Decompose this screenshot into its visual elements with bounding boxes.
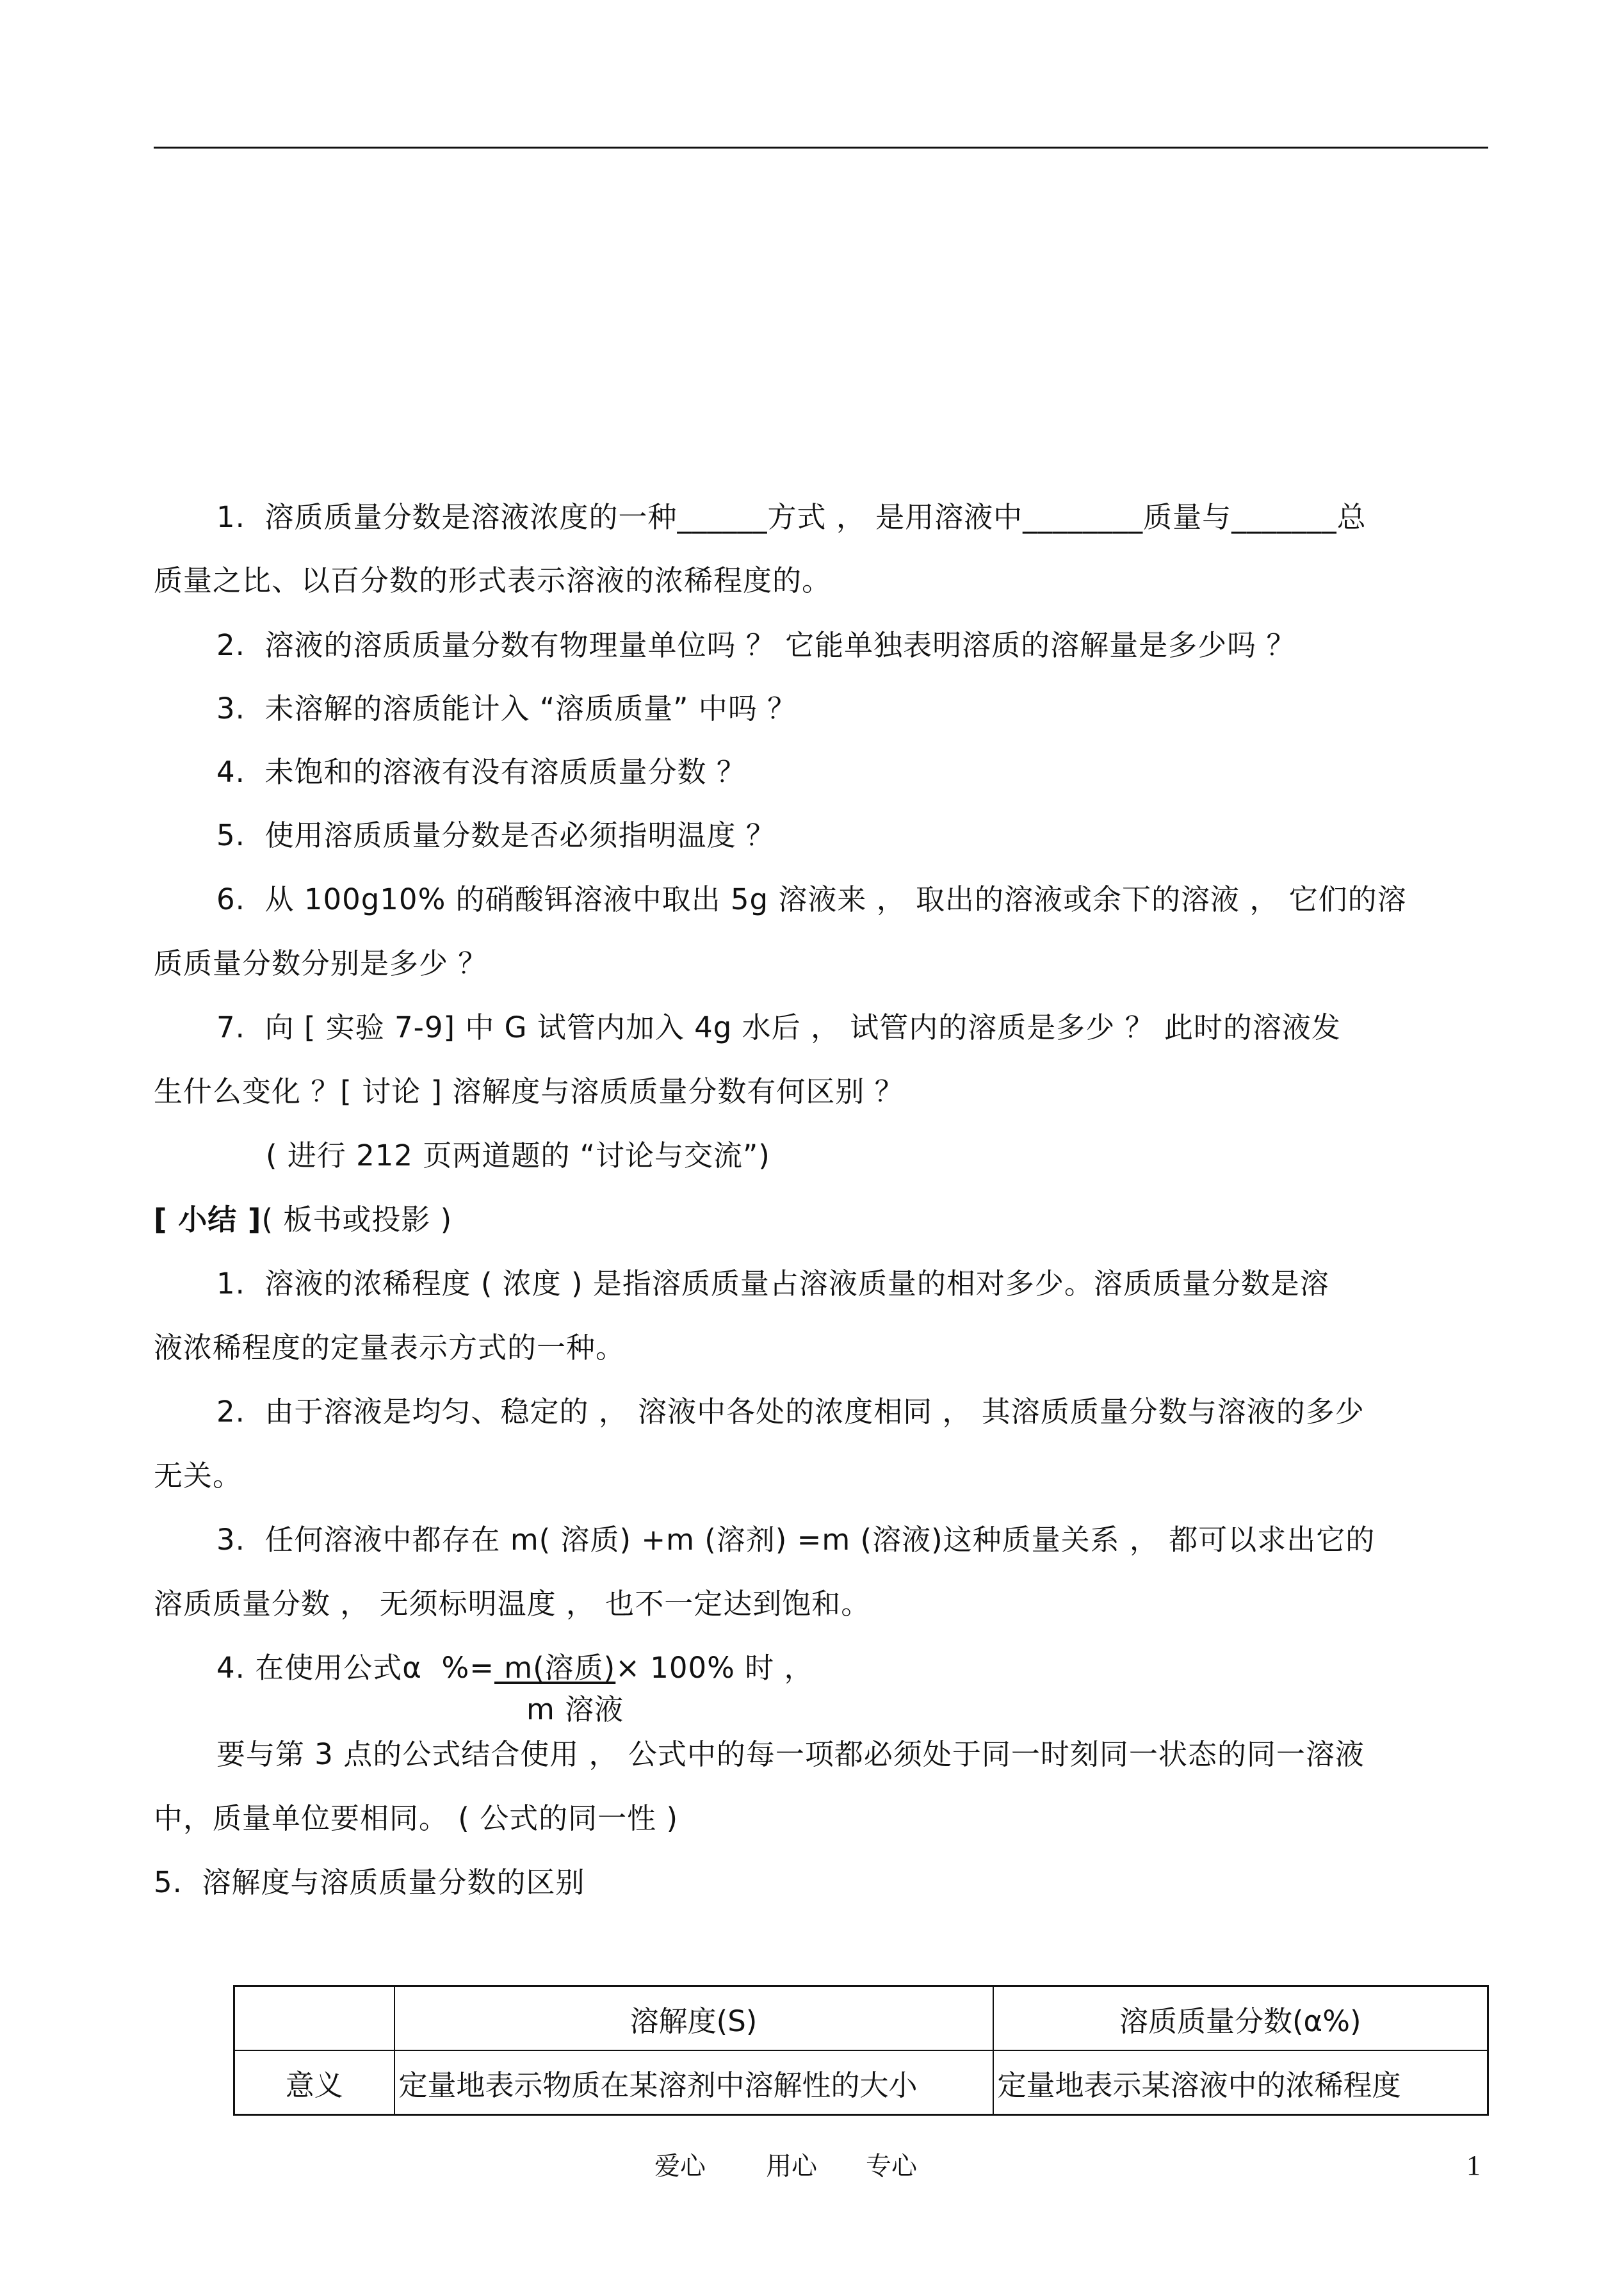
summary-line: 3. 任何溶液中都存在 m( 溶质) +m (溶剂) =m (溶液)这种质量关系 ， 都可以求出它的 bbox=[216, 1523, 1376, 1557]
question-line: 1. 溶质质量分数是溶液浓度的一种______方式 ， 是用溶液中________质量与_______总 bbox=[216, 500, 1367, 534]
summary-line: 1. 溶液的浓稀程度 ( 浓度 ) 是指溶质质量占溶液质量的相对多少。溶质质量分数是溶 bbox=[216, 1267, 1329, 1301]
summary-heading: [ 小结 ] bbox=[154, 1203, 262, 1237]
formula-numerator: m(溶质) bbox=[494, 1651, 616, 1685]
formula-suffix: × 100% 时 ， bbox=[615, 1651, 814, 1685]
summary-line: 液浓稀程度的定量表示方式的一种。 bbox=[154, 1331, 626, 1365]
table-header-cell: 溶质质量分数(α%) bbox=[993, 1986, 1488, 2051]
question-line: ( 进行 212 页两道题的 “讨论与交流”) bbox=[266, 1139, 770, 1172]
question-line: 7. 向 [ 实验 7-9] 中 G 试管内加入 4g 水后 ， 试管内的溶质是多少 ？ 此时的溶液发 bbox=[216, 1010, 1341, 1044]
question-line: 2. 溶液的溶质质量分数有物理量单位吗 ？ 它能单独表明溶质的溶解量是多少吗 ？ bbox=[216, 628, 1296, 662]
formula-denominator: m 溶液 bbox=[526, 1692, 624, 1726]
question-line: 3. 未溶解的溶质能计入 “溶质质量” 中吗 ？ bbox=[216, 692, 797, 726]
formula-note-line: 中，质量单位要相同。 ( 公式的同一性 ) bbox=[154, 1801, 679, 1835]
footer-item: 专心 bbox=[866, 2152, 917, 2181]
summary-note: ( 板书或投影 ) bbox=[261, 1203, 453, 1237]
question-line: 5. 使用溶质质量分数是否必须指明温度 ？ bbox=[216, 818, 775, 852]
section-heading: 5. 溶解度与溶质质量分数的区别 bbox=[154, 1865, 585, 1899]
table-row bbox=[234, 2050, 1488, 2115]
question-line: 质量之比、以百分数的形式表示溶液的浓稀程度的。 bbox=[154, 564, 832, 597]
header-rule bbox=[154, 147, 1488, 149]
formula-line bbox=[216, 1649, 814, 1687]
comparison-table bbox=[233, 1985, 1489, 2116]
footer-item: 爱心 bbox=[654, 2152, 706, 2181]
summary-line: 无关。 bbox=[154, 1459, 243, 1493]
table-header-row bbox=[234, 1986, 1488, 2051]
table-cell: 定量地表示某溶液中的浓稀程度 bbox=[993, 2050, 1488, 2115]
question-line: 生什么变化 ？[ 讨论 ] 溶解度与溶质质量分数有何区别 ？ bbox=[154, 1075, 904, 1108]
table-cell: 意义 bbox=[234, 2050, 394, 2115]
table-header-cell: 溶解度(S) bbox=[394, 1986, 993, 2051]
summary-line: 溶质质量分数 ， 无须标明温度 ， 也不一定达到饱和。 bbox=[154, 1587, 871, 1621]
table-cell: 定量地表示物质在某溶剂中溶解性的大小 bbox=[394, 2050, 993, 2115]
question-line: 6. 从 100g10% 的硝酸铒溶液中取出 5g 溶液来 ， 取出的溶液或余下的溶液 ， 它们的溶 bbox=[216, 882, 1407, 916]
question-line: 4. 未饱和的溶液有没有溶质质量分数 ？ bbox=[216, 755, 746, 789]
table-header-cell bbox=[234, 1986, 394, 2051]
page-number: 1 bbox=[1466, 2150, 1481, 2181]
formula-note-line: 要与第 3 点的公式结合使用 ， 公式中的每一项都必须处于同一时刻同一状态的同一溶液 bbox=[216, 1737, 1365, 1771]
question-line: 质质量分数分别是多少 ？ bbox=[154, 946, 488, 980]
footer-item: 用心 bbox=[766, 2152, 817, 2181]
formula-prefix: 4. 在使用公式α %= bbox=[216, 1651, 494, 1685]
summary-line: 2. 由于溶液是均匀、稳定的 ， 溶液中各处的浓度相同 ， 其溶质质量分数与溶液的多少 bbox=[216, 1395, 1365, 1429]
summary-heading-line bbox=[154, 1201, 452, 1239]
